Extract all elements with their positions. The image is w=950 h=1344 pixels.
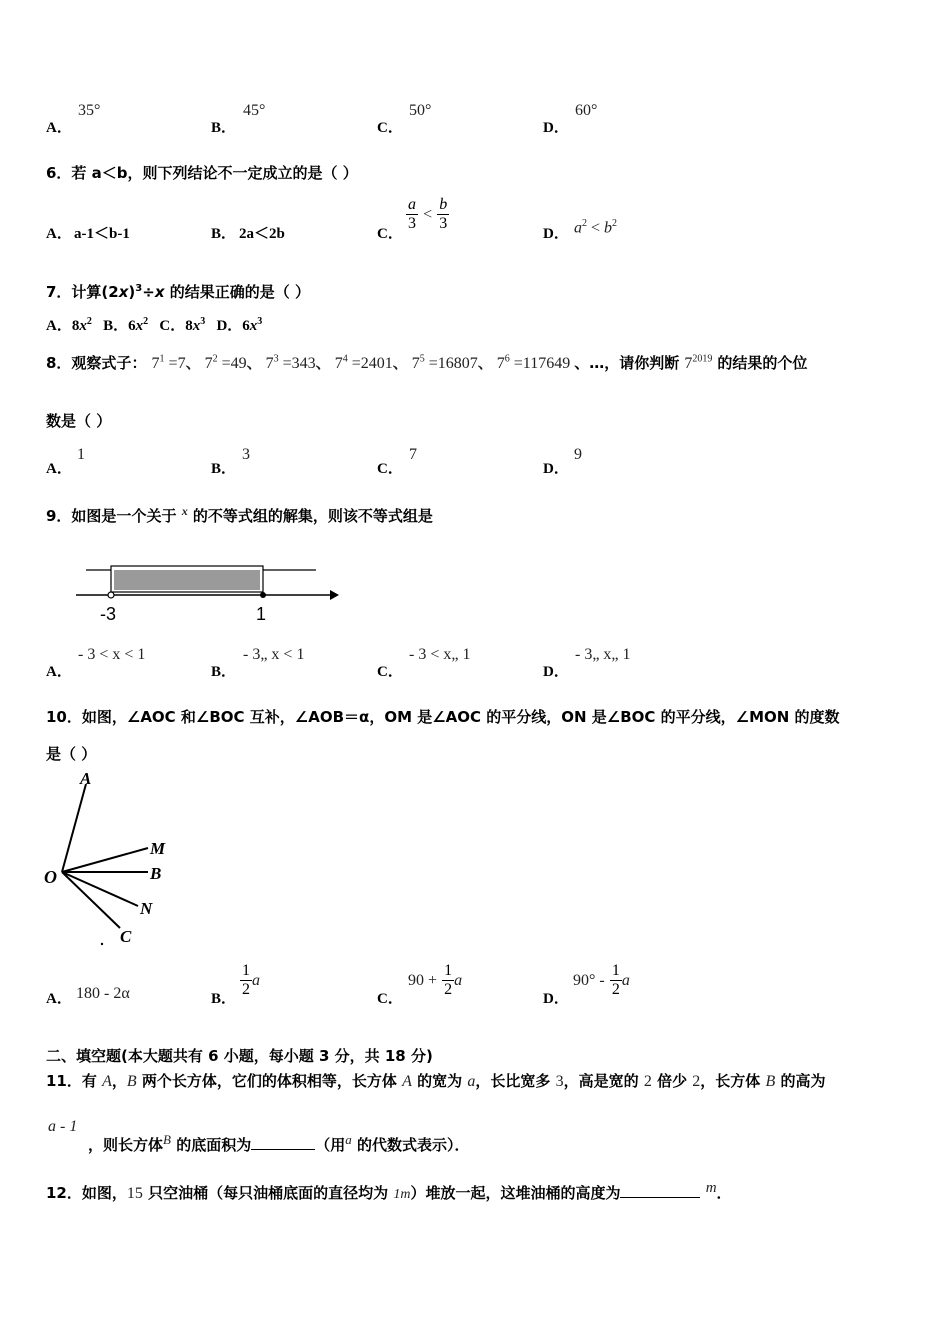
q8-target: $7^{2019}$ (684, 353, 713, 372)
q5-option-b-label: B． (211, 120, 237, 136)
q7-option-b-exp: 2 (143, 316, 149, 327)
q10-option-a-label: A． (46, 991, 72, 1007)
q10-d-prefix: 90° - (573, 972, 605, 989)
q7-option-b-var: x (135, 318, 144, 334)
q5-option-d-label: D． (543, 120, 569, 136)
q8-ellipsis: 、…，请你判断 (574, 354, 680, 372)
q11-line2: ，则长方体$^B$ 的底面积为 （用$^a$ 的代数式表示）． (88, 1132, 470, 1154)
q10-stem-line1: 10．如图，∠AOC 和∠BOC 互补，∠AOB＝α，OM 是∠AOC 的平分线，ON 是∠BOC 的平分线，∠MON 的度数 (46, 708, 840, 726)
q9-option-c-label: C． (377, 664, 403, 680)
q8-option-a-label: A． (46, 461, 72, 477)
q8-stem-prefix: 8．观察式子： (46, 354, 147, 372)
q7-stem: 7．计算$(2x)^3\div x$ 的结果正确的是（ ） (46, 283, 310, 301)
q10-d-variable: a (621, 972, 630, 989)
q5-option-b-value: 45° (243, 102, 266, 119)
q8-stem (46, 352, 926, 373)
q6-c-denominator-b: 3 (439, 215, 448, 232)
q9-option-a-value: - 3 < x < 1 (78, 646, 146, 663)
q9-option-d-value: - 3„ x„ 1 (575, 646, 631, 663)
left-open-endpoint (108, 592, 114, 598)
q6-d-base-a: a (574, 219, 582, 237)
q10-b-denominator: 2 (242, 981, 250, 998)
q8-option-d-label: D． (543, 461, 569, 477)
q5-option-a-label: A． (46, 120, 72, 136)
q11-line1: 11．有 A，B 两个长方体，它们的体积相等，长方体 A 的宽为 a，长比宽多 3，高是宽的 2 倍少 2，长方体 B 的高为 (46, 1072, 826, 1090)
right-endpoint-label: 1 (256, 604, 267, 624)
q10-b-variable: a (252, 972, 260, 989)
ray-om (62, 848, 148, 872)
q9-option-a-label: A． (46, 664, 72, 680)
q10-angle-figure (40, 768, 190, 953)
figure-dot (101, 943, 103, 945)
q10-b-numerator: 1 (242, 962, 250, 979)
section-2-title: 二、填空题(本大题共有 6 小题，每小题 3 分，共 18 分) (46, 1047, 433, 1065)
q8-option-b-value: 3 (242, 446, 250, 463)
q10-stem-line2: 是（ ） (46, 745, 97, 763)
q7-option-c-var: x (192, 318, 201, 334)
left-endpoint-label: -3 (100, 604, 117, 624)
point-b-label: B (150, 864, 162, 883)
q8-option-a-value: 1 (77, 446, 85, 463)
q6-c-numerator-b: b (439, 196, 448, 213)
q12-answer-blank[interactable] (620, 1197, 700, 1198)
number-line-arrow (330, 590, 339, 600)
q12-stem: 12．如图，15 只空油桶（每只油桶底面的直径均为 1m）堆放一起，这堆油桶的高度为 $^m$． (46, 1180, 732, 1202)
q6-c-less-than: < (423, 206, 433, 223)
q7-option-a-exp: 2 (86, 316, 92, 327)
ray-oa (62, 784, 86, 872)
q6-d-base-b: b (604, 219, 613, 237)
point-m-label: M (150, 839, 166, 858)
q7-option-b-label: B． (103, 318, 129, 334)
q9-option-c-value: - 3 < x„ 1 (409, 646, 471, 663)
q10-option-d-expr (573, 962, 630, 999)
q6-option-d-expr (574, 218, 617, 237)
q7-option-d-var: x (249, 318, 258, 334)
q5-option-c-label: C． (377, 120, 403, 136)
q10-c-denominator: 2 (444, 981, 453, 998)
q6-c-denominator-a: 3 (408, 215, 416, 232)
point-a-label: A (80, 769, 92, 788)
point-c-label: C (120, 927, 132, 946)
q8-term-2: $7^2 =49$ (204, 353, 247, 372)
point-n-label: N (140, 899, 153, 918)
q10-option-a-value: 180 - 2α (76, 985, 130, 1002)
q6-option-d-label: D． (543, 226, 569, 242)
q9-number-line-figure (40, 548, 340, 628)
q10-d-numerator: 1 (611, 962, 620, 979)
q8-terms: $7^1 =7$、 $7^2 =49$、 $7^3 =343$、 $7^4 =2401$、 $7^5 =16807$、 $7^6 =117649$ (151, 353, 571, 372)
q10-d-denominator: 2 (611, 981, 620, 998)
q10-option-b-label: B． (211, 991, 237, 1007)
q7-option-d-exp: 3 (257, 316, 263, 327)
q8-option-c-value: 7 (409, 446, 417, 463)
q6-d-less-than: < (591, 219, 601, 237)
q10-c-variable: a (454, 972, 463, 989)
q6-d-exp-a: 2 (582, 218, 587, 229)
q6-option-b: 2a＜2b (239, 226, 285, 242)
q9-option-b-label: B． (211, 664, 237, 680)
q6-d-exp-b: 2 (612, 218, 618, 229)
q6-option-a: a-1＜b-1 (74, 226, 130, 242)
q6-option-b-label: B． (211, 226, 237, 242)
q6-c-numerator-a: a (408, 196, 416, 213)
q5-option-c-value: 50° (409, 102, 432, 119)
q7-option-a-var: x (79, 318, 87, 334)
q8-term-5: $7^5 =16807$ (411, 353, 478, 372)
q7-option-d-label: D． (216, 318, 243, 334)
q9-option-b-value: - 3„ x < 1 (243, 646, 305, 663)
q8-term-6: $7^6 =117649$ (496, 353, 571, 372)
q6-option-c-expr (406, 196, 449, 233)
q10-option-b-expr (240, 962, 260, 999)
q10-option-d-label: D． (543, 991, 569, 1007)
q7-options (46, 314, 262, 335)
point-o-label: O (44, 867, 57, 887)
q10-option-c-expr (408, 962, 462, 999)
q9-stem: 9．如图是一个关于 $^x$ 的不等式组的解集，则该不等式组是 (46, 504, 433, 525)
q8-stem-suffix: 的结果的个位 (717, 354, 808, 372)
q11-answer-blank[interactable] (251, 1149, 315, 1150)
q11-expression: a - 1 (48, 1118, 78, 1135)
q10-c-numerator: 1 (444, 962, 453, 979)
q8-option-b-label: B． (211, 461, 237, 477)
solution-shading (114, 570, 260, 590)
q7-option-c-coef: 8 (185, 318, 193, 334)
ray-on (62, 872, 138, 906)
q8-option-d-value: 9 (574, 446, 582, 463)
q8-term-4: $7^4 =2401$ (334, 353, 393, 372)
q7-option-a-label: A． (46, 318, 72, 334)
q6-stem: 6．若 a＜b，则下列结论不一定成立的是（ ） (46, 164, 358, 182)
ray-oc (62, 872, 120, 928)
q7-option-c-label: C． (159, 318, 186, 334)
q8-term-1: $7^1 =7$ (151, 353, 186, 372)
q5-option-a-value: 35° (78, 102, 101, 119)
q9-option-d-label: D． (543, 664, 569, 680)
q10-option-c-label: C． (377, 991, 403, 1007)
q8-stem-line2: 数是（ ） (46, 412, 112, 430)
q6-option-a-label: A． (46, 226, 72, 242)
q7-option-a-coef: 8 (71, 318, 80, 334)
q8-term-3: $7^3 =343$ (265, 353, 316, 372)
q7-option-c-exp: 3 (200, 316, 206, 327)
q10-c-prefix: 90 + (408, 972, 438, 989)
q7-option-d-coef: 6 (242, 318, 250, 334)
right-closed-endpoint (260, 592, 266, 598)
q7-option-b-coef: 6 (128, 318, 136, 334)
q6-option-c-label: C． (377, 226, 403, 242)
q5-option-d-value: 60° (575, 102, 598, 119)
q8-option-c-label: C． (377, 461, 403, 477)
q9-variable: x (181, 504, 188, 518)
